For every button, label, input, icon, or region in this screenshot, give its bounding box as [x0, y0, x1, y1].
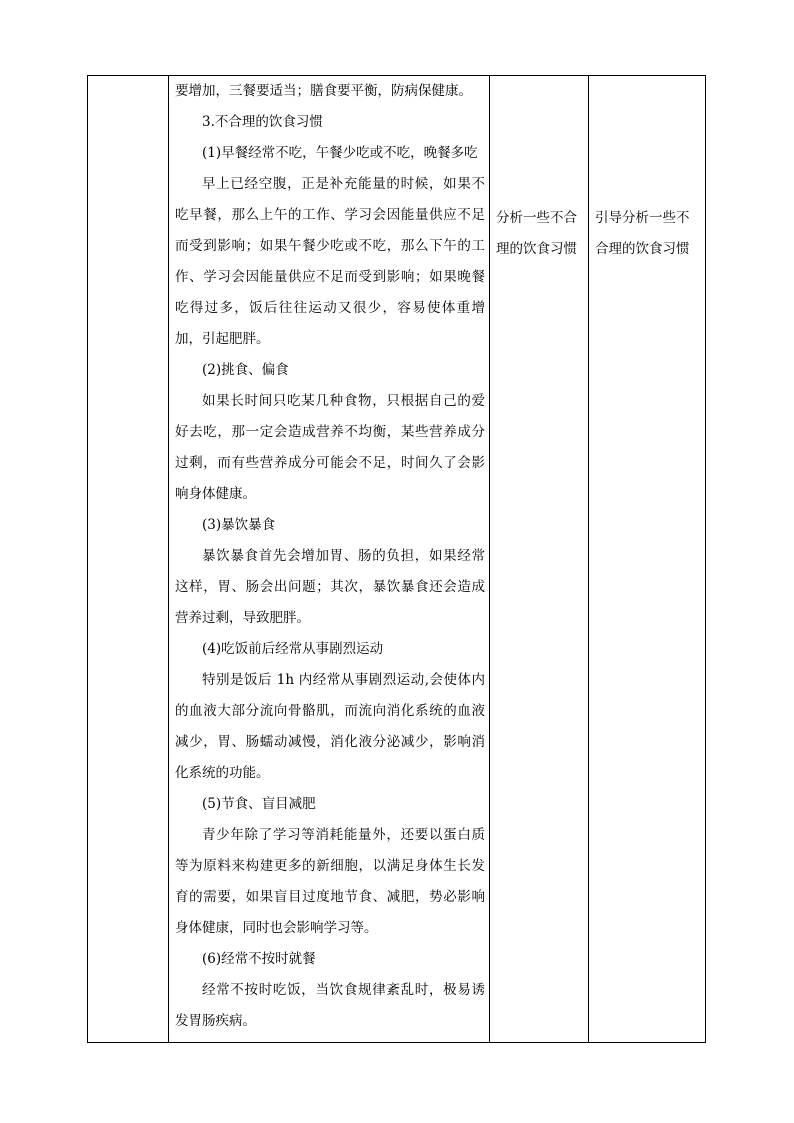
subheading: (4)吃饭前后经常从事剧烈运动 [202, 641, 384, 657]
content-paragraph: 如果长时间只吃某几种食物，只根据自己的爱好去吃，那一定会造成营养不均衡，某些营养成分过剩，而有些营养成分可能会不足，时间久了会影响身体健康。 [175, 393, 485, 502]
content-paragraph: 特别是饭后 1h 内经常从事剧烈运动,会使体内的血液大部分流向骨骼肌，而流向消化系统的血液减少，胃、肠蠕动减慢，消化液分泌减少，影响消化系统的功能。 [175, 672, 485, 781]
student-activity-cell: 分析一些不合理的饮食习惯 [496, 210, 577, 257]
subheading: (5)节食、盲目减肥 [202, 796, 316, 812]
subheading: (3)暴饮暴食 [202, 517, 276, 533]
content-paragraph: 青少年除了学习等消耗能量外，还要以蛋白质等为原料来构建更多的新细胞，以满足身体生长发育的需要，如果盲目过度地节食、减肥，势必影响身体健康，同时也会影响学习等。 [175, 827, 485, 936]
subheading: (2)挑食、偏食 [202, 362, 289, 378]
design-intent-cell: 引导分析一些不合理的饮食习惯 [595, 210, 690, 257]
content-paragraph: 经常不按时吃饭，当饮食规律紊乱时，极易诱发胃肠疾病。 [175, 982, 485, 1029]
content-paragraph: 早上已经空腹，正是补充能量的时候，如果不吃早餐，那么上午的工作、学习会因能量供应不足而受到影响；如果午餐少吃或不吃，那么下午的工作、学习会因能量供应不足而受到影响；如果晚餐吃得过多，饭后往往运动又很少，容易使体重增加，引起肥胖。 [175, 176, 485, 347]
teaching-content-cell [169, 76, 489, 1037]
subheading: (6)经常不按时就餐 [202, 951, 316, 967]
content-paragraph: 暴饮暴食首先会增加胃、肠的负担，如果经常这样，胃、肠会出问题；其次，暴饮暴食还会造成营养过剩，导致肥胖。 [175, 548, 485, 626]
lesson-table [87, 75, 706, 1043]
section-heading: 3.不合理的饮食习惯 [202, 114, 323, 130]
subheading: (1)早餐经常不吃，午餐少吃或不吃，晚餐多吃 [202, 145, 478, 161]
content-paragraph: 要增加，三餐要适当；膳食要平衡，防病保健康。 [175, 83, 472, 99]
